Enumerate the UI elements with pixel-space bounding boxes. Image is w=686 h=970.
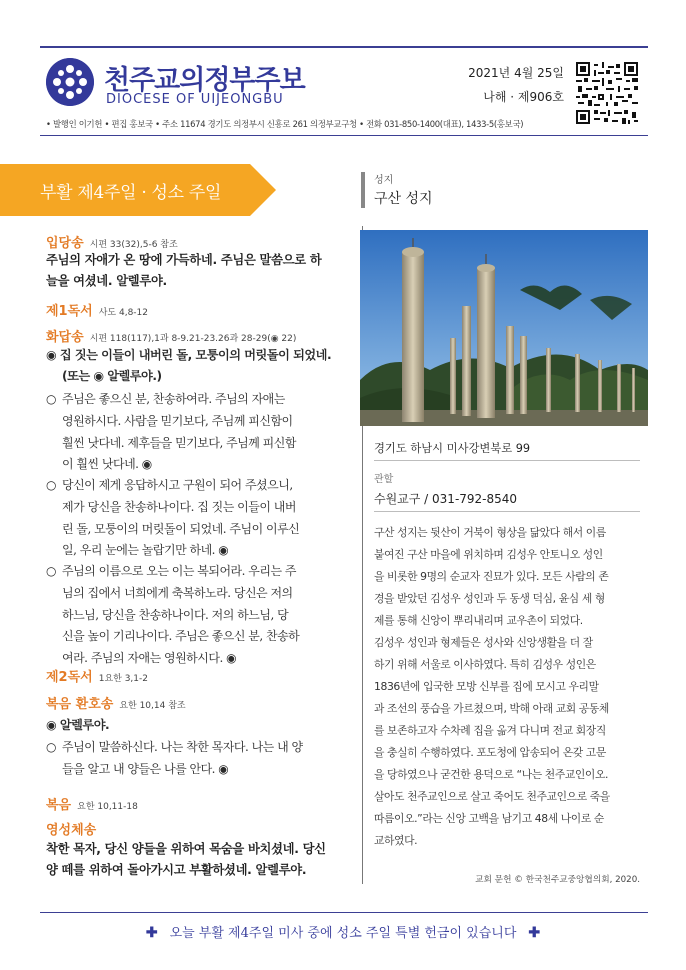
site-section-label: 성지 [374, 175, 394, 186]
entrance-antiphon-label: 입당송 [46, 236, 84, 251]
gospel-acclamation-verse: ○ 주님이 말씀하신다. 나는 착한 목자다. 나는 내 양 들을 알고 내 양들은 나를 안다. ◉ [46, 737, 341, 781]
psalm-heading [46, 326, 341, 345]
site-address: 경기도 하남시 미사강변북로 99 [374, 442, 531, 455]
publisher-info: • 발행인 이기헌 • 편집 홍보국 • 주소 11674 경기도 의정부시 신흥로 261 의정부교구청 • 전화 031-850-1400(대표), 1433-5(홍보국) [46, 119, 524, 129]
gospel-acclamation-label: 복음 환호송 [46, 697, 114, 712]
psalm-verse-2: ○ 당신이 제게 응답하시고 구원이 되어 주셨으니, 제가 당신을 찬송하나이다. 집 짓는 이들이 내버 린 돌, 모퉁이의 머릿돌이 되었네. 주님이 이루신 일, 우리 눈에는 놀랍기만 하네. ◉ [46, 475, 341, 562]
copyright-credit: 교회 문헌 © 한국천주교중앙협의회, 2020. [475, 875, 640, 885]
first-reading-heading [46, 300, 341, 319]
footer-rule [40, 912, 648, 913]
second-reading-heading [46, 666, 341, 685]
qr-code-icon [576, 62, 638, 124]
site-parish-contact: 수원교구 / 031-792-8540 [374, 492, 518, 506]
gospel-heading [46, 794, 341, 813]
communion-line-2: 양 떼를 위하여 돌아가시고 부활하셨네. 알렐루야. [46, 863, 307, 877]
psalm-verse-3: ○ 주님의 이름으로 오는 이는 복되어라. 우리는 주 님의 집에서 너희에게 축복하노라. 당신은 저의 하느님, 당신을 찬송하나이다. 저의 하느님, 당 신을 높이 기리나이다. 주님은 좋으신 분, 찬송하 여라. 주님의 자애는 영원하시다. ◉ [46, 561, 341, 670]
publication-subtitle: DIOCESE OF UIJEONGBU [106, 92, 284, 107]
psalm-response-line-2: (또는 ◉ 알렐루야.) [62, 369, 162, 383]
communion-line-1: 착한 목자, 당신 양들을 위하여 목숨을 바치셨네. 당신 [46, 842, 326, 856]
header-divider [40, 135, 648, 136]
gospel-acclamation-heading [46, 693, 341, 712]
footer-notice-line [0, 922, 686, 941]
footer-notice: 오늘 부활 제4주일 미사 중에 성소 주일 특별 헌금이 있습니다 [169, 926, 517, 941]
holy-site-photo [360, 230, 648, 426]
address-divider [374, 460, 640, 461]
first-reading-ref: 사도 4,8-12 [98, 308, 148, 318]
gospel-acclamation-response: ◉ 알렐루야. [46, 718, 110, 732]
diocese-logo-icon [46, 58, 94, 106]
verse-circle-icon: ○ [46, 478, 56, 492]
site-name: 구산 성지 [374, 191, 433, 207]
entrance-antiphon-line-2: 늘을 여셨네. 알렐루야. [46, 274, 167, 288]
entrance-antiphon-line-1: 주님의 자애가 온 땅에 가득하네. 주님은 말씀으로 하 [46, 253, 322, 267]
communion-heading [46, 819, 341, 838]
publication-title: 천주교의정부주보 [104, 65, 305, 96]
issue-number: 나해 · 제906호 [483, 90, 564, 104]
cross-icon: ✚ [528, 925, 541, 941]
site-description: 구산 성지는 뒷산이 거북이 형상을 닮았다 해서 이름 붙여진 구산 마을에 위치하며 김성우 안토니오 성인 을 비롯한 9명의 순교자 진묘가 있다. 모든 사람의 존 경을 받았던 김성우 성인과 두 동생 덕심, 윤심 세 형 제를 통해 신앙이 뿌리내리며 교우촌이 되었다. 김성우 성인과 형제들은 성사와 신앙생활을 더 잘 하기 위해 서울로 이사하였다. 특히 김성우 성인은 1836년에 입국한 모방 신부를 집에 모시고 우리말 과 조선의 풍습을 가르쳤으며, 박해 아래 교회 공동체 를 보존하고자 수차례 집을 옮겨 다니며 전교 회장직 을 충실히 수행하였다. 포도청에 압송되어 온갖 고문 을 당하였으나 굳건한 용덕으로 “나는 천주교인이오. 살아도 천주교인으로 살고 죽어도 천주교인으로 죽을 따름이오.”라는 신앙 고백을 남기고 48세 나이로 순 교하였다. [374, 526, 610, 847]
verse-circle-icon: ○ [46, 740, 56, 754]
gospel-ref: 요한 10,11-18 [77, 802, 138, 812]
issue-date: 2021년 4월 25일 [468, 66, 564, 80]
top-rule [40, 46, 648, 48]
psalm-label: 화답송 [46, 330, 84, 345]
contact-divider [374, 511, 640, 512]
psalm-ref: 시편 118(117),1과 8-9.21-23.26과 28-29(◉ 22) [89, 334, 297, 344]
psalm-verse-1: ○ 주님은 좋으신 분, 찬송하여라. 주님의 자애는 영원하시다. 사람을 믿기보다, 주님께 피신함이 훨씬 낫다네. 제후들을 믿기보다, 주님께 피신함 이 훨씬 낫다네. ◉ [46, 389, 341, 476]
cross-icon: ✚ [145, 925, 158, 941]
second-reading-ref: 1요한 3,1-2 [98, 674, 148, 684]
communion-label: 영성체송 [46, 823, 97, 838]
gospel-acclamation-ref: 요한 10,14 참조 [119, 701, 186, 711]
relation-label: 관할 [374, 474, 394, 485]
second-reading-label: 제2독서 [46, 670, 93, 685]
verse-circle-icon: ○ [46, 392, 56, 406]
verse-circle-icon: ○ [46, 564, 56, 578]
psalm-response-line-1: ◉ 집 짓는 이들이 내버린 돌, 모퉁이의 머릿돌이 되었네. [46, 348, 332, 362]
first-reading-label: 제1독서 [46, 304, 93, 319]
sunday-title: 부활 제4주일 · 성소 주일 [40, 183, 222, 203]
gospel-label: 복음 [46, 798, 72, 813]
entrance-antiphon-heading [46, 232, 341, 251]
entrance-antiphon-ref: 시편 33(32),5-6 참조 [89, 240, 178, 250]
site-accent-bar [361, 172, 365, 208]
